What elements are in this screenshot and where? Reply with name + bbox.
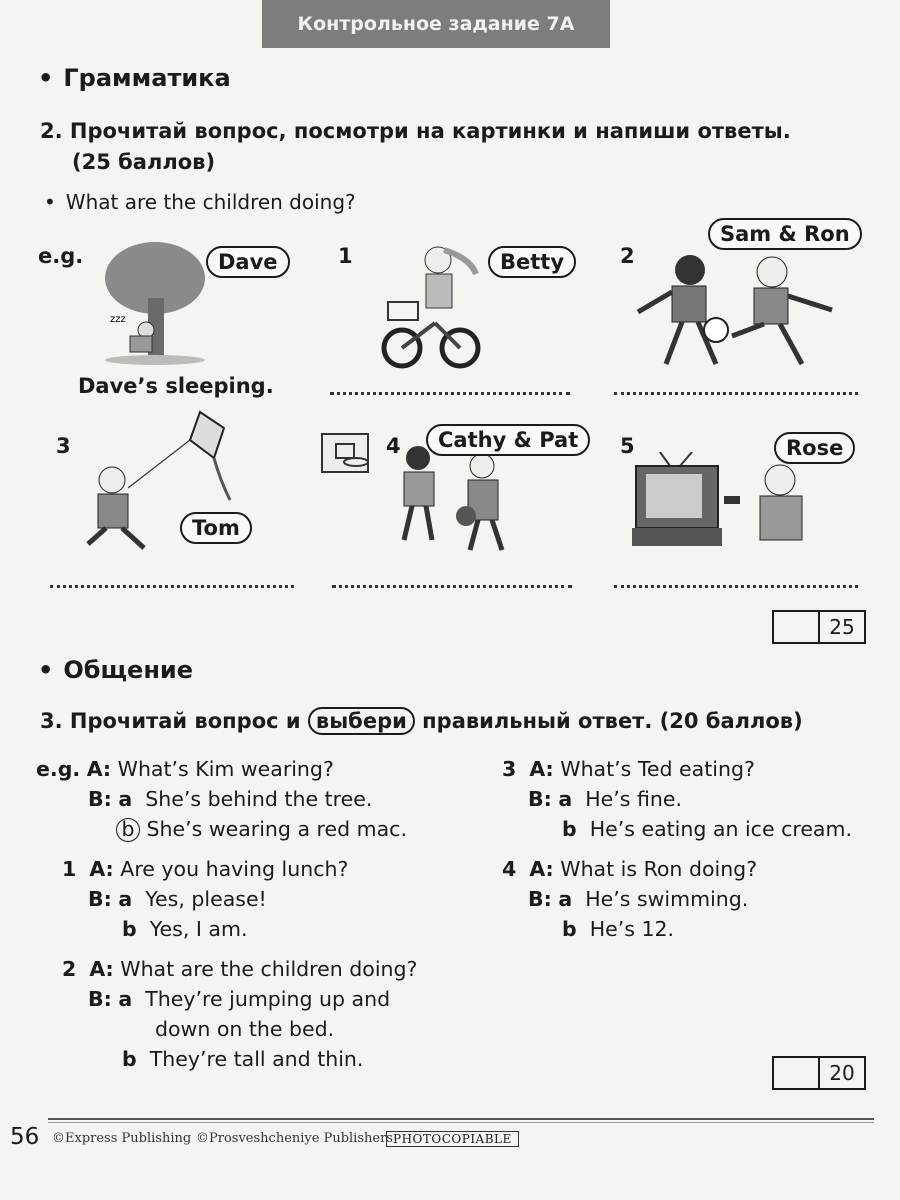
publisher-prosveshcheniye: ©Prosveshcheniye Publishers [196, 1131, 393, 1146]
q-num: e.g. [36, 757, 81, 781]
question-example [36, 754, 466, 844]
option-b-text[interactable]: They’re tall and thin. [149, 1047, 364, 1071]
q-text: What’s Kim wearing? [117, 757, 334, 781]
photocopiable-badge: PHOTOCOPIABLE [386, 1131, 519, 1147]
page-number: 56 [10, 1124, 40, 1150]
answer-line-4[interactable] [332, 585, 572, 588]
option-b-text[interactable]: He’s eating an ice cream. [589, 817, 852, 841]
q-num: 1 [62, 857, 77, 881]
score-max: 25 [829, 615, 855, 639]
option-b-text[interactable]: She’s wearing a red mac. [146, 817, 407, 841]
task-2-question: • What are the children doing? [44, 190, 356, 214]
score-box-communication [772, 1056, 866, 1090]
footer-divider [48, 1118, 874, 1120]
question-4 [502, 854, 892, 944]
option-a-text[interactable]: Yes, please! [145, 887, 267, 911]
item-eg-label: e.g. [38, 244, 84, 268]
option-a-text[interactable]: She’s behind the tree. [145, 787, 373, 811]
page-header-title: Контрольное задание 7А [262, 0, 610, 48]
option-b-label[interactable]: b [562, 917, 577, 941]
speaker-a: A: [529, 757, 554, 781]
name-tag-sam-ron: Sam & Ron [708, 218, 862, 250]
name-tag-rose: Rose [774, 432, 855, 464]
task-3-instruction [40, 706, 803, 737]
bullet-icon: • [38, 656, 54, 684]
item-5-label: 5 [620, 434, 635, 458]
boys-football-icon [632, 252, 862, 374]
score-input[interactable] [774, 612, 820, 642]
answer-line-2[interactable] [614, 392, 858, 395]
question-3 [502, 754, 892, 844]
task-2-points: (25 баллов) [72, 150, 216, 174]
question-2 [62, 954, 482, 1074]
item-2-label: 2 [620, 244, 635, 268]
footer-divider-thin [48, 1122, 874, 1123]
q-num: 3 [502, 757, 517, 781]
option-a-label: a [118, 787, 133, 811]
q-num: 4 [502, 857, 517, 881]
q-text: What are the children doing? [120, 957, 418, 981]
bullet-icon: • [38, 64, 54, 92]
section-title-grammar: • Грамматика [38, 64, 231, 92]
q-text: What is Ron doing? [560, 857, 758, 881]
example-answer: Dave’s sleeping. [78, 374, 274, 398]
option-a-text[interactable]: He’s swimming. [585, 887, 749, 911]
option-b-text[interactable]: He’s 12. [589, 917, 675, 941]
option-b-text[interactable]: Yes, I am. [149, 917, 248, 941]
svg-text:zzz: zzz [110, 314, 126, 325]
option-b-label[interactable]: b [562, 817, 577, 841]
score-box-grammar [772, 610, 866, 644]
option-a-text[interactable]: He’s fine. [585, 787, 683, 811]
name-tag-cathy-pat: Cathy & Pat [426, 424, 590, 456]
q-num: 2 [62, 957, 77, 981]
option-a-label[interactable]: a [118, 887, 133, 911]
option-a-label[interactable]: a [118, 987, 133, 1011]
q-text: Are you having lunch? [120, 857, 349, 881]
task-2-instruction [40, 116, 791, 178]
speaker-a: A: [89, 957, 114, 981]
speaker-a: A: [89, 857, 114, 881]
item-4-label: 4 [386, 434, 401, 458]
score-max: 20 [829, 1061, 855, 1085]
answer-line-3[interactable] [50, 585, 294, 588]
task-3-post: правильный ответ. (20 баллов) [422, 709, 803, 733]
girl-tv-icon [630, 452, 830, 552]
name-tag-tom: Tom [180, 512, 252, 544]
section-title-communication: • Общение [38, 656, 193, 684]
option-b-label[interactable]: b [122, 917, 137, 941]
name-tag-betty: Betty [488, 246, 576, 278]
option-a-text-cont[interactable]: down on the bed. [155, 1017, 335, 1041]
speaker-b: B: [88, 887, 112, 911]
speaker-b: B: [528, 787, 552, 811]
task-3-circled-word: выбери [308, 707, 415, 735]
speaker-b: B: [88, 787, 112, 811]
answer-line-5[interactable] [614, 585, 858, 588]
bullet-icon: • [44, 190, 56, 214]
item-1-label: 1 [338, 244, 353, 268]
task-3-pre: 3. Прочитай вопрос и [40, 709, 301, 733]
speaker-b: B: [528, 887, 552, 911]
option-b-label[interactable]: b [122, 1047, 137, 1071]
question-1 [62, 854, 462, 944]
answer-line-1[interactable] [330, 392, 570, 395]
tree-sleeping-boy-icon [100, 238, 210, 368]
q-text: What’s Ted eating? [560, 757, 755, 781]
option-a-label[interactable]: a [558, 887, 573, 911]
score-input[interactable] [774, 1058, 820, 1088]
option-b-circled[interactable]: b [116, 818, 140, 842]
option-a-text[interactable]: They’re jumping up and [145, 987, 391, 1011]
option-a-label[interactable]: a [558, 787, 573, 811]
speaker-a: A: [86, 757, 112, 781]
task-2-line1: 2. Прочитай вопрос, посмотри на картинки и напиши ответы. [40, 119, 791, 143]
speaker-a: A: [529, 857, 554, 881]
publisher-express: ©Express Publishing [52, 1131, 192, 1146]
name-tag-dave: Dave [206, 246, 290, 278]
item-3-label: 3 [56, 434, 71, 458]
girl-bicycle-icon [380, 238, 490, 373]
speaker-b: B: [88, 987, 112, 1011]
